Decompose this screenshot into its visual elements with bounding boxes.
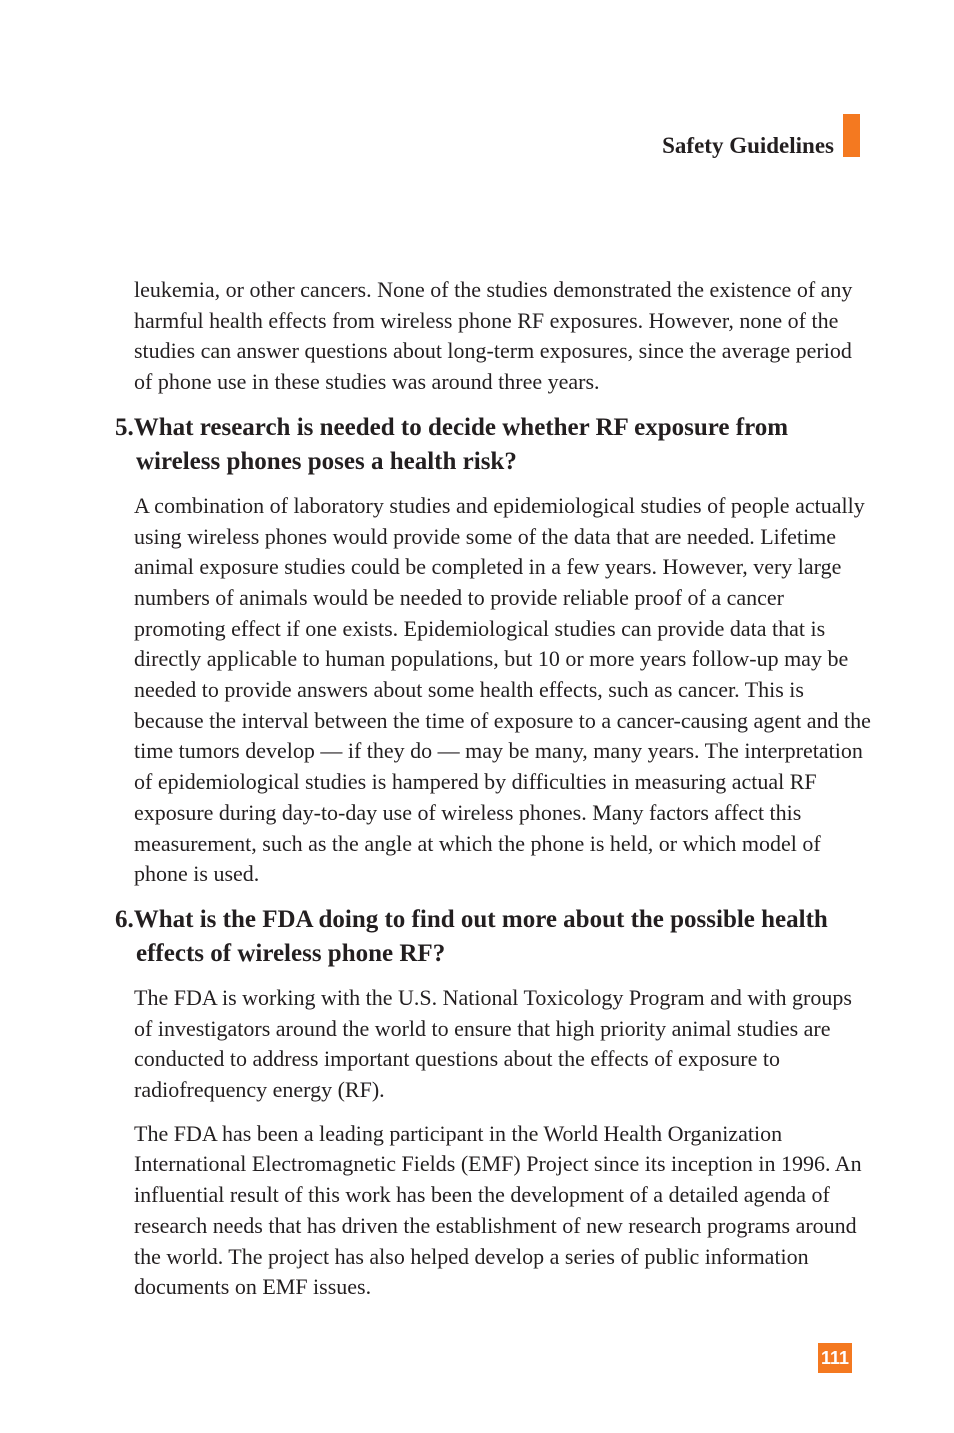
body-paragraph: A combination of laboratory studies and epidemiological studies of people actually using wireless phones would provide some of the data that are needed. Lifetime animal exposure studies could be completed in a few years. However, very large numbers of animals would be needed to provide reliable proof of a cancer promoting effect if one exists. Epidemiological studies can provide data that is directly applicable to human populations, but 10 or more years follow-up may be needed to provide answers about some health effects, such as cancer. This is because the interval between the time of exposure to a cancer-causing agent and the time tumors develop — if they do — may be many, many years. The interpretation of epidemiological studies is hampered by difficulties in measuring actual RF exposure during day-to-day use of wireless phones. Many factors affect this measurement, such as the angle at which the phone is held, or which model of phone is used. [134,492,871,887]
body-paragraph: The FDA is working with the U.S. National Toxicology Program and with groups of investigators around the world to ensure that high priority animal studies are conducted to address important questions about the effects of exposure to radiofrequency energy (RF). [134,984,852,1103]
question-heading-5: 5.What research is needed to decide whether RF exposure from wireless phones poses a health risk? [115,413,789,475]
body-paragraph: The FDA has been a leading participant in the World Health Organization International Electromagnetic Fields (EMF) Project since its inception in 1996. An influential result of this work has been the development of a detailed agenda of research needs that has driven the establishment of new research programs around the world. The project has also helped develop a series of public information documents on EMF issues. [134,1120,862,1300]
question-heading-6: 6.What is the FDA doing to find out more about the possible health effects of wireless phone RF? [115,905,828,967]
page-number: 111 [818,1343,852,1373]
section-accent-bar [843,114,860,157]
body-paragraph: leukemia, or other cancers. None of the studies demonstrated the existence of any harmful health effects from wireless phone RF exposures. However, none of the studies can answer questions about long-term exposures, since the average period of phone use in these studies was around three years. [134,277,853,395]
page-body [0,275,954,1303]
section-title: Safety Guidelines [662,133,834,158]
